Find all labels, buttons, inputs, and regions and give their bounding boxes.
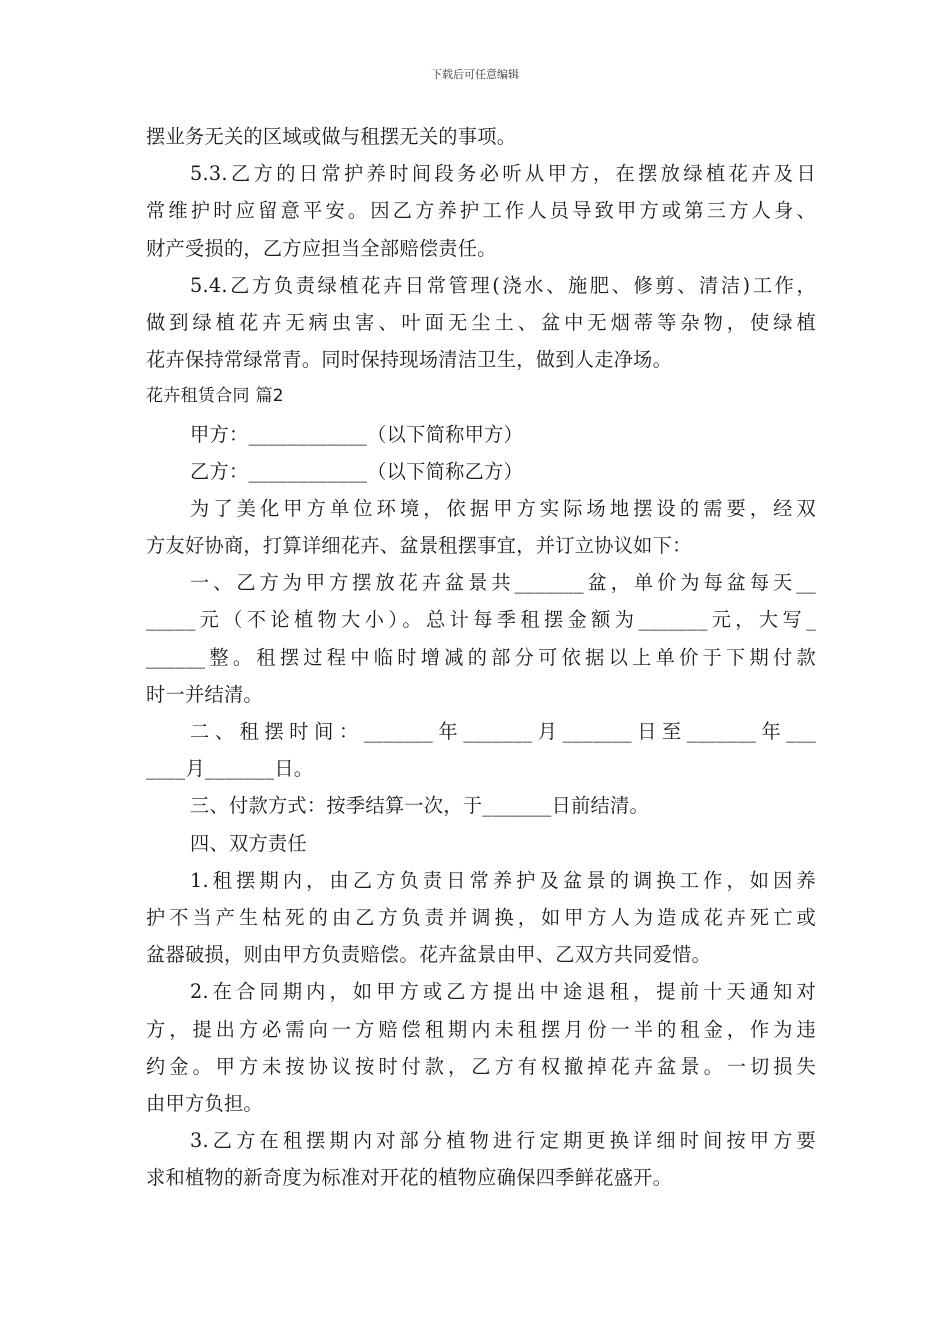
- text-line: 3.乙方在租摆期内对部分植物进行定期更换详细时间按甲方要: [190, 1129, 816, 1153]
- text-line: 二、租摆时间：_______年_______月_______日至_______年___: [190, 720, 816, 743]
- document-body: [146, 118, 816, 1196]
- text-line: 5.3.乙方的日常护养时间段务必听从甲方，在摆放绿植花卉及日: [190, 162, 816, 186]
- text-line: 盆器破损，则由甲方负责赔偿。花卉盆景由甲、乙双方共同爱惜。: [146, 943, 712, 967]
- text-line: 摆业务无关的区域或做与租摆无关的事项。: [146, 125, 517, 148]
- text-line: 四、双方责任: [190, 831, 307, 855]
- text-line: 方友好协商，打算详细花卉、盆景租摆事宜，并订立协议如下：: [146, 534, 692, 558]
- page-header: 下载后可任意编辑: [431, 68, 519, 81]
- text-line: 1.租摆期内，由乙方负责日常养护及盆景的调换工作，如因养: [190, 868, 816, 892]
- text-line: _____元（不论植物大小）。总计每季租摆金额为_______元，大写_: [146, 608, 816, 632]
- text-line: 约金。甲方未按协议按时付款，乙方有权撤掉花卉盆景。一切损失: [146, 1054, 816, 1078]
- text-line: 2.在合同期内，如甲方或乙方提出中途退租，提前十天通知对: [190, 980, 816, 1004]
- section-heading: 花卉租赁合同 篇2: [146, 386, 284, 407]
- text-line: 常维护时应留意平安。因乙方养护工作人员导致甲方或第三方人身、: [146, 199, 816, 223]
- text-line: 5.4.乙方负责绿植花卉日常管理(浇水、施肥、修剪、清洁)工作，: [190, 273, 816, 297]
- text-line: 做到绿植花卉无病虫害、叶面无尘土、盆中无烟蒂等杂物，使绿植: [146, 310, 816, 334]
- text-line: 护不当产生枯死的由乙方负责并调换，如甲方人为造成花卉死亡或: [146, 905, 816, 929]
- text-line: 一、乙方为甲方摆放花卉盆景共_______盆，单价为每盆每天__: [190, 571, 816, 595]
- text-line: 乙方：____________（以下简称乙方）: [190, 459, 524, 483]
- text-line: 花卉保持常绿常青。同时保持现场清洁卫生，做到人走净场。: [146, 348, 673, 372]
- text-line: 时一并结清。: [146, 682, 263, 706]
- text-line: ____月_______日。: [146, 757, 314, 781]
- text-line: 方，提出方必需向一方赔偿租期内未租摆月份一半的租金，作为违: [146, 1017, 816, 1041]
- text-line: ______整。租摆过程中临时增减的部分可依据以上单价于下期付款: [146, 645, 816, 669]
- text-line: 为了美化甲方单位环境，依据甲方实际场地摆设的需要，经双: [190, 496, 816, 520]
- text-line: 甲方：____________（以下简称甲方）: [190, 422, 524, 446]
- text-line: 求和植物的新奇度为标准对开花的植物应确保四季鲜花盛开。: [146, 1166, 673, 1190]
- text-line: 三、付款方式：按季结算一次，于_______日前结清。: [190, 794, 650, 818]
- text-line: 财产受损的，乙方应担当全部赔偿责任。: [146, 236, 497, 260]
- text-line: 由甲方负担。: [146, 1091, 263, 1115]
